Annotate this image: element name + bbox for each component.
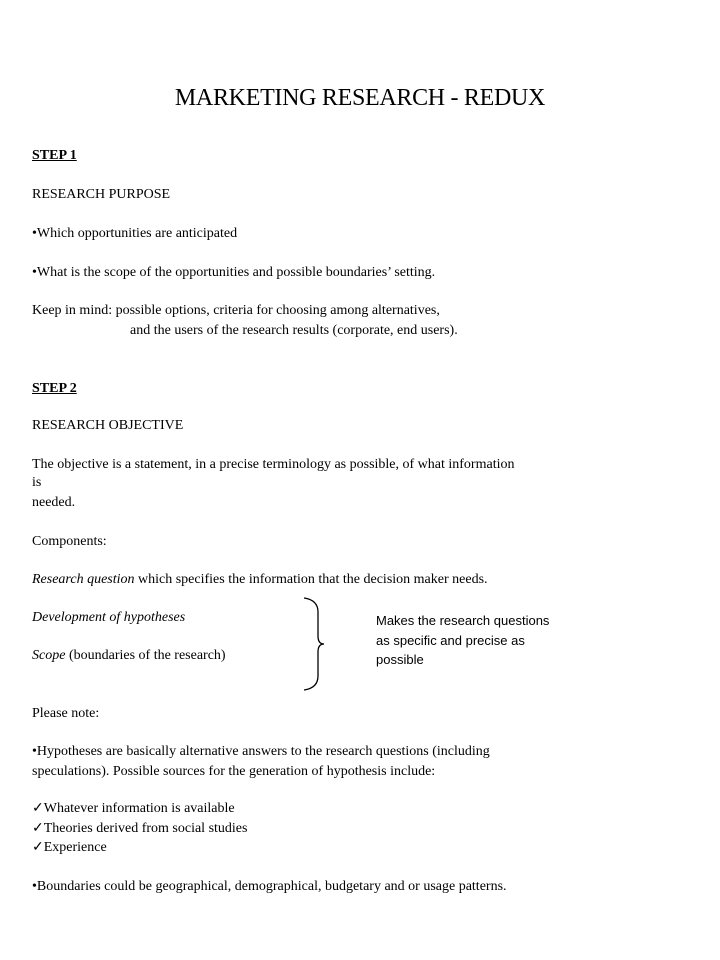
hypotheses-line: Development of hypotheses [32, 610, 186, 625]
keep-in-mind-line-2: and the users of the research results (corporate, end users). [130, 323, 458, 338]
research-question-line [32, 571, 488, 588]
step2-section: RESEARCH OBJECTIVE [32, 418, 184, 433]
step1-heading: STEP 1 [32, 148, 77, 163]
hypotheses-bullet-line-2: speculations). Possible sources for the generation of hypothesis include: [32, 764, 436, 779]
check-item-label: Experience [43, 840, 107, 855]
scope-line [32, 647, 226, 664]
right-brace-icon [298, 596, 328, 692]
step1-bullet-1: •Which opportunities are anticipated [32, 226, 238, 241]
page-title: MARKETING RESEARCH - REDUX [174, 85, 546, 111]
scope-description: (boundaries of the research) [65, 648, 226, 663]
objective-line-2: is [32, 475, 42, 490]
brace-note-line-3: possible [376, 652, 424, 667]
check-item-2 [32, 820, 247, 837]
brace-note-line-2: as specific and precise as [376, 633, 525, 648]
check-item-3 [32, 839, 107, 856]
step1-section: RESEARCH PURPOSE [32, 187, 171, 202]
hypotheses-bullet-line-1: •Hypotheses are basically alternative answers to the research questions (including [32, 744, 490, 759]
keep-in-mind-line-1: Keep in mind: possible options, criteria for choosing among alternatives, [32, 303, 440, 318]
checkmark-icon: ✓ [32, 801, 44, 816]
checkmark-icon: ✓ [32, 840, 44, 855]
components-label: Components: [32, 534, 107, 549]
checkmark-icon: ✓ [32, 821, 44, 836]
objective-line-1: The objective is a statement, in a precise terminology as possible, of what information [32, 457, 515, 472]
boundaries-bullet: •Boundaries could be geographical, demographical, budgetary and or usage patterns. [32, 879, 507, 894]
check-item-label: Theories derived from social studies [43, 821, 248, 836]
brace-note-line-1: Makes the research questions [376, 613, 550, 628]
scope-term: Scope [32, 648, 66, 663]
check-item-label: Whatever information is available [43, 801, 235, 816]
check-item-1 [32, 800, 235, 817]
research-question-term: Research question [32, 572, 135, 587]
step1-bullet-2: •What is the scope of the opportunities and possible boundaries’ setting. [32, 265, 436, 280]
step2-heading: STEP 2 [32, 381, 77, 396]
research-question-description: which specifies the information that the decision maker needs. [134, 572, 488, 587]
please-note-label: Please note: [32, 706, 100, 721]
objective-line-3: needed. [32, 495, 76, 510]
